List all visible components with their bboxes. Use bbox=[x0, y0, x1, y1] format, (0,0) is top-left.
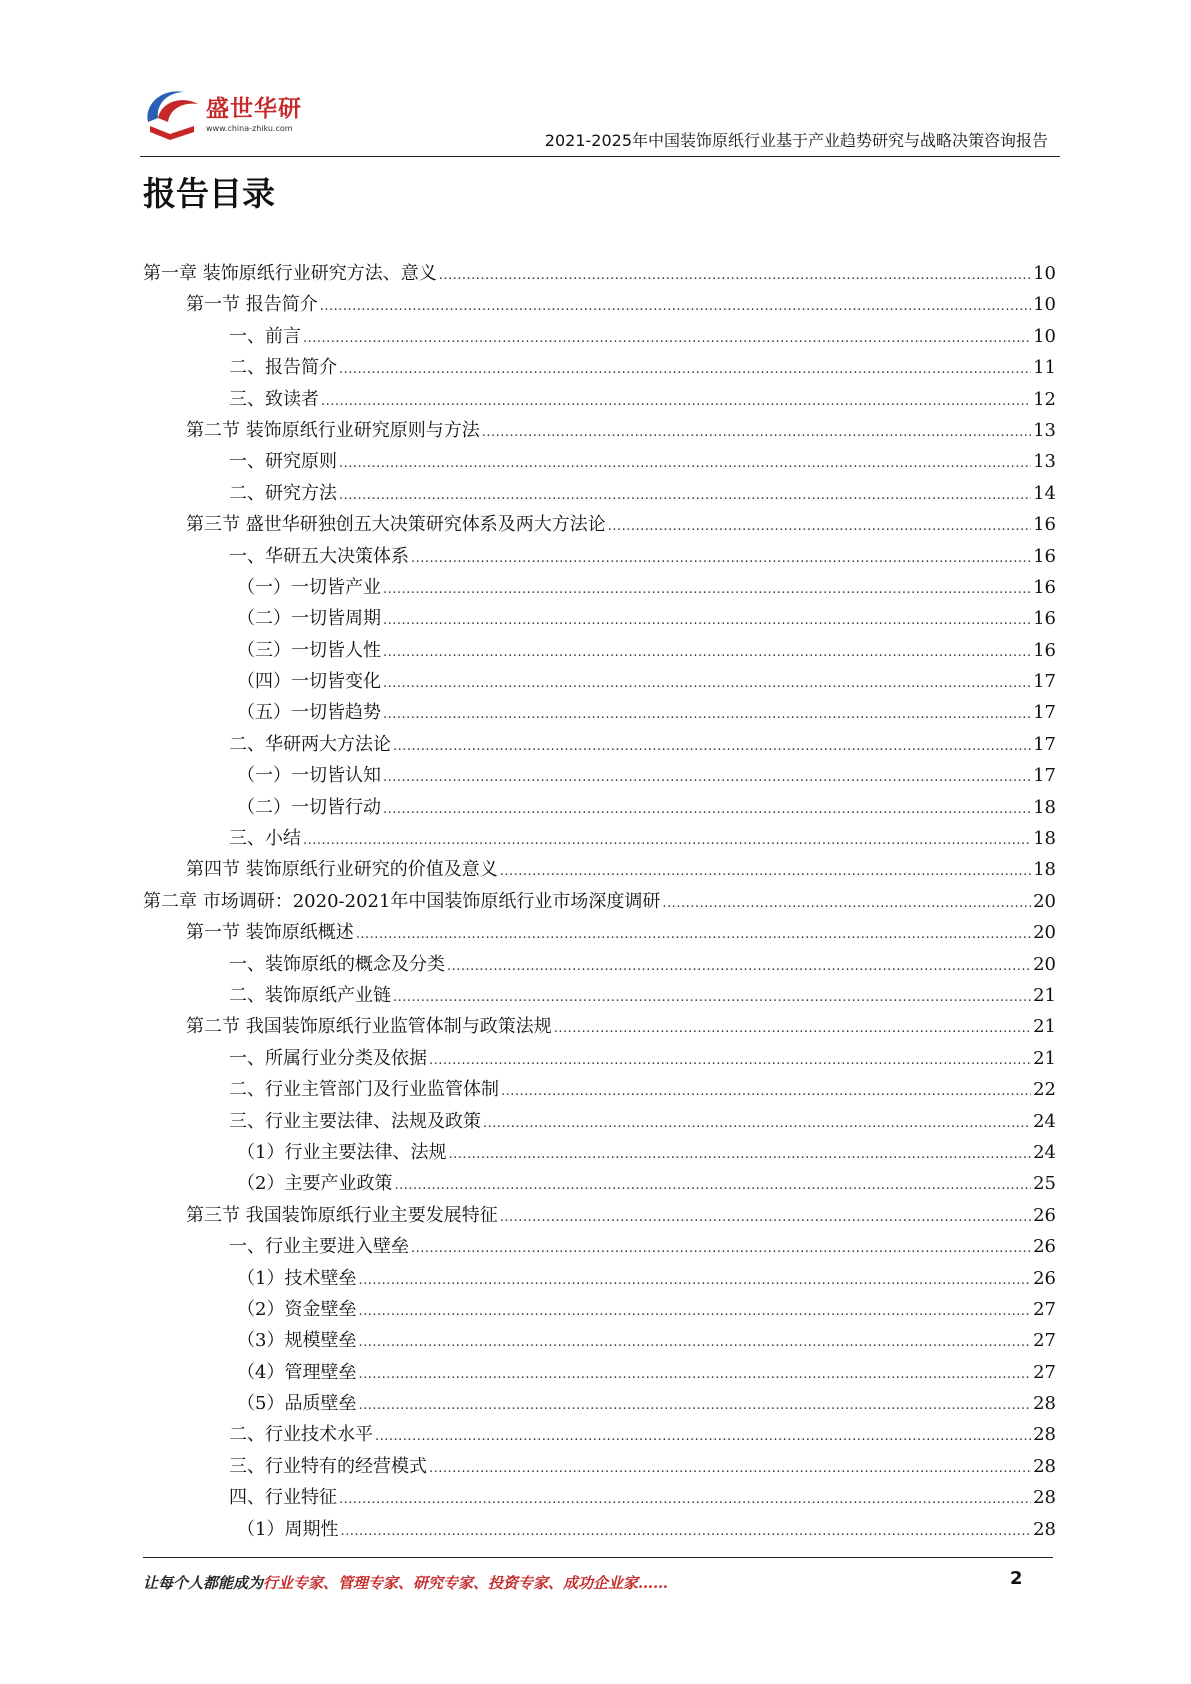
toc-entry[interactable] bbox=[143, 1515, 1056, 1546]
toc-entry[interactable] bbox=[143, 855, 1056, 886]
toc-entry-label: 二、行业主管部门及行业监管体制 bbox=[229, 1079, 499, 1101]
toc-entry-label: （一）一切皆产业 bbox=[237, 576, 381, 598]
toc-entry[interactable] bbox=[143, 1201, 1056, 1232]
logo-swoosh-icon bbox=[140, 82, 204, 144]
toc-entry[interactable] bbox=[143, 824, 1056, 855]
toc-entry-label: （2）资金壁垒 bbox=[237, 1298, 357, 1320]
toc-leader-dots bbox=[339, 1487, 1031, 1508]
toc-entry-page: 10 bbox=[1033, 263, 1056, 284]
toc-leader-dots bbox=[358, 1268, 1031, 1289]
toc-entry[interactable] bbox=[143, 322, 1056, 353]
toc-leader-dots bbox=[375, 1424, 1031, 1445]
toc-entry-page: 10 bbox=[1033, 294, 1056, 316]
toc-leader-dots bbox=[303, 828, 1031, 849]
logo-url: www.china-zhiku.com bbox=[206, 124, 293, 133]
toc-entry[interactable] bbox=[143, 479, 1056, 510]
toc-leader-dots bbox=[482, 420, 1031, 441]
toc-leader-dots bbox=[358, 1393, 1031, 1414]
toc-leader-dots bbox=[383, 765, 1031, 786]
toc-entry-label: （1）行业主要法律、法规 bbox=[237, 1141, 447, 1163]
toc-entry-label: （5）品质壁垒 bbox=[237, 1393, 357, 1415]
toc-entry-page: 26 bbox=[1033, 1236, 1056, 1258]
toc-entry-page: 16 bbox=[1033, 545, 1056, 567]
company-logo bbox=[140, 82, 310, 144]
toc-entry[interactable] bbox=[143, 1452, 1056, 1483]
toc-leader-dots bbox=[358, 1330, 1031, 1351]
toc-entry-page: 10 bbox=[1033, 325, 1056, 347]
toc-entry-label: 第二节 装饰原纸行业研究原则与方法 bbox=[186, 419, 480, 441]
toc-entry[interactable] bbox=[143, 542, 1056, 573]
toc-entry-page: 18 bbox=[1033, 828, 1056, 850]
toc-entry-label: 第一节 报告简介 bbox=[186, 294, 318, 316]
toc-entry-label: 二、华研两大方法论 bbox=[229, 733, 391, 755]
toc-leader-dots bbox=[500, 1205, 1031, 1226]
toc-leader-dots bbox=[448, 1142, 1031, 1163]
toc-entry-label: 四、行业特征 bbox=[229, 1487, 337, 1509]
toc-entry-label: 二、装饰原纸产业链 bbox=[229, 984, 391, 1006]
toc-entry-label: 三、致读者 bbox=[229, 388, 319, 410]
toc-entry-page: 12 bbox=[1033, 388, 1056, 410]
toc-entry-page: 18 bbox=[1033, 796, 1056, 818]
toc-leader-dots bbox=[339, 451, 1031, 472]
toc-entry[interactable] bbox=[143, 981, 1056, 1012]
toc-entry[interactable] bbox=[143, 385, 1056, 416]
toc-entry-page: 27 bbox=[1033, 1330, 1056, 1352]
toc-entry-page: 28 bbox=[1033, 1424, 1056, 1446]
toc-leader-dots bbox=[483, 1111, 1031, 1132]
toc-entry-label: （五）一切皆趋势 bbox=[237, 702, 381, 724]
toc-entry-page: 18 bbox=[1033, 859, 1056, 881]
toc-entry-label: 三、行业主要法律、法规及政策 bbox=[229, 1110, 481, 1132]
toc-entry[interactable] bbox=[143, 918, 1056, 949]
toc-entry[interactable] bbox=[143, 1295, 1056, 1326]
toc-entry[interactable] bbox=[143, 353, 1056, 384]
toc-entry-page: 27 bbox=[1033, 1298, 1056, 1320]
toc-entry[interactable] bbox=[143, 1169, 1056, 1200]
toc-leader-dots bbox=[339, 483, 1031, 504]
toc-entry-label: 第三节 我国装饰原纸行业主要发展特征 bbox=[186, 1204, 498, 1226]
toc-entry-label: 一、装饰原纸的概念及分类 bbox=[229, 953, 445, 975]
toc-entry[interactable] bbox=[143, 698, 1056, 729]
toc-entry[interactable] bbox=[143, 604, 1056, 635]
toc-entry-page: 14 bbox=[1033, 482, 1056, 504]
toc-leader-dots bbox=[383, 608, 1031, 629]
toc-leader-dots bbox=[383, 640, 1031, 661]
toc-leader-dots bbox=[356, 922, 1031, 943]
toc-entry[interactable] bbox=[143, 730, 1056, 761]
header-divider bbox=[140, 156, 1060, 157]
toc-leader-dots bbox=[500, 859, 1031, 880]
toc-leader-dots bbox=[501, 1079, 1031, 1100]
toc-entry-page: 26 bbox=[1033, 1267, 1056, 1289]
toc-entry-page: 11 bbox=[1033, 357, 1056, 379]
toc-entry-page: 28 bbox=[1033, 1518, 1056, 1540]
toc-leader-dots bbox=[447, 954, 1031, 975]
toc-entry-label: 三、行业特有的经营模式 bbox=[229, 1455, 427, 1477]
toc-entry-label: （2）主要产业政策 bbox=[237, 1173, 393, 1195]
toc-leader-dots bbox=[383, 671, 1031, 692]
toc-entry-page: 16 bbox=[1033, 608, 1056, 630]
toc-entry[interactable] bbox=[143, 1075, 1056, 1106]
toc-entry[interactable] bbox=[143, 1483, 1056, 1514]
toc-entry-page: 27 bbox=[1033, 1361, 1056, 1383]
toc-leader-dots bbox=[429, 1456, 1031, 1477]
toc-entry[interactable] bbox=[143, 1326, 1056, 1357]
toc-leader-dots bbox=[411, 546, 1031, 567]
toc-entry[interactable] bbox=[143, 1138, 1056, 1169]
toc-entry-label: 第三节 盛世华研独创五大决策研究体系及两大方法论 bbox=[186, 514, 606, 536]
toc-entry[interactable] bbox=[143, 793, 1056, 824]
toc-entry[interactable] bbox=[143, 1264, 1056, 1295]
toc-entry-page: 16 bbox=[1033, 639, 1056, 661]
toc-leader-dots bbox=[321, 389, 1031, 410]
page-header bbox=[140, 78, 1060, 158]
toc-entry[interactable] bbox=[143, 510, 1056, 541]
toc-entry-page: 21 bbox=[1033, 1047, 1056, 1069]
toc-entry-page: 13 bbox=[1033, 419, 1056, 441]
toc-entry-label: 第四节 装饰原纸行业研究的价值及意义 bbox=[186, 859, 498, 881]
toc-leader-dots bbox=[554, 1016, 1031, 1037]
toc-entry[interactable] bbox=[143, 636, 1056, 667]
toc-entry-page: 17 bbox=[1033, 733, 1056, 755]
toc-entry-page: 16 bbox=[1033, 576, 1056, 598]
toc-leader-dots bbox=[358, 1299, 1031, 1320]
toc-entry-page: 28 bbox=[1033, 1455, 1056, 1477]
toc-entry-label: （四）一切皆变化 bbox=[237, 671, 381, 693]
toc-entry-label: 二、报告简介 bbox=[229, 357, 337, 379]
toc-entry-label: 一、研究原则 bbox=[229, 451, 337, 473]
toc-entry[interactable] bbox=[143, 1107, 1056, 1138]
toc-leader-dots bbox=[339, 357, 1031, 378]
toc-leader-dots bbox=[608, 514, 1031, 535]
table-of-contents bbox=[143, 259, 1056, 1546]
toc-entry-page: 17 bbox=[1033, 702, 1056, 724]
toc-entry[interactable] bbox=[143, 1232, 1056, 1263]
toc-entry-label: （4）管理壁垒 bbox=[237, 1361, 357, 1383]
toc-entry[interactable] bbox=[143, 290, 1056, 321]
toc-entry[interactable] bbox=[143, 573, 1056, 604]
toc-entry-page: 24 bbox=[1033, 1141, 1056, 1163]
toc-entry[interactable] bbox=[143, 1012, 1056, 1043]
toc-leader-dots bbox=[662, 891, 1031, 912]
toc-entry-page: 16 bbox=[1033, 514, 1056, 536]
toc-entry[interactable] bbox=[143, 259, 1056, 290]
toc-entry-label: 一、华研五大决策体系 bbox=[229, 545, 409, 567]
toc-entry-page: 25 bbox=[1033, 1173, 1056, 1195]
toc-leader-dots bbox=[439, 263, 1031, 284]
toc-entry-label: （三）一切皆人性 bbox=[237, 639, 381, 661]
toc-entry-page: 21 bbox=[1033, 1016, 1056, 1038]
toc-leader-dots bbox=[394, 1173, 1031, 1194]
toc-entry-page: 26 bbox=[1033, 1204, 1056, 1226]
toc-leader-dots bbox=[411, 1236, 1031, 1257]
page-number: 2 bbox=[1010, 1568, 1023, 1589]
toc-leader-dots bbox=[393, 985, 1031, 1006]
toc-entry-label: （二）一切皆行动 bbox=[237, 796, 381, 818]
footer-slogan bbox=[143, 1572, 668, 1593]
toc-entry-label: 第二章 市场调研：2020-2021年中国装饰原纸行业市场深度调研 bbox=[143, 890, 661, 912]
toc-leader-dots bbox=[383, 797, 1031, 818]
toc-entry-label: （1）技术壁垒 bbox=[237, 1267, 357, 1289]
toc-entry[interactable] bbox=[143, 447, 1056, 478]
toc-entry-label: 三、小结 bbox=[229, 828, 301, 850]
toc-leader-dots bbox=[383, 577, 1031, 598]
toc-entry[interactable] bbox=[143, 1420, 1056, 1451]
page-heading: 报告目录 bbox=[143, 174, 275, 213]
toc-leader-dots bbox=[383, 702, 1031, 723]
footer-divider bbox=[143, 1557, 1053, 1558]
toc-entry[interactable] bbox=[143, 1358, 1056, 1389]
toc-entry[interactable] bbox=[143, 761, 1056, 792]
toc-entry-label: 第一节 装饰原纸概述 bbox=[186, 922, 354, 944]
toc-entry-page: 17 bbox=[1033, 671, 1056, 693]
toc-entry-page: 20 bbox=[1033, 890, 1056, 912]
toc-entry-label: （一）一切皆认知 bbox=[237, 765, 381, 787]
toc-entry-label: 二、研究方法 bbox=[229, 482, 337, 504]
toc-entry-page: 13 bbox=[1033, 451, 1056, 473]
slogan-highlight: 行业专家、管理专家、研究专家、投资专家、成功企业家…… bbox=[263, 1574, 669, 1592]
toc-entry-page: 28 bbox=[1033, 1393, 1056, 1415]
toc-entry-label: 第二节 我国装饰原纸行业监管体制与政策法规 bbox=[186, 1016, 552, 1038]
toc-leader-dots bbox=[340, 1519, 1031, 1540]
toc-leader-dots bbox=[320, 294, 1031, 315]
toc-entry[interactable] bbox=[143, 1044, 1056, 1075]
toc-entry-page: 28 bbox=[1033, 1487, 1056, 1509]
toc-entry-page: 20 bbox=[1033, 953, 1056, 975]
toc-entry[interactable] bbox=[143, 887, 1056, 918]
toc-leader-dots bbox=[429, 1048, 1031, 1069]
toc-entry-page: 17 bbox=[1033, 765, 1056, 787]
report-title: 2021-2025年中国装饰原纸行业基于产业趋势研究与战略决策咨询报告 bbox=[544, 131, 1048, 150]
toc-leader-dots bbox=[303, 326, 1031, 347]
toc-entry[interactable] bbox=[143, 667, 1056, 698]
toc-entry[interactable] bbox=[143, 1389, 1056, 1420]
toc-entry-label: （1）周期性 bbox=[237, 1518, 339, 1540]
toc-entry-label: （二）一切皆周期 bbox=[237, 608, 381, 630]
toc-entry-page: 24 bbox=[1033, 1110, 1056, 1132]
toc-leader-dots bbox=[393, 734, 1031, 755]
logo-text: 盛世华研 bbox=[206, 96, 302, 122]
toc-entry-page: 22 bbox=[1033, 1079, 1056, 1101]
toc-entry-label: 第一章 装饰原纸行业研究方法、意义 bbox=[143, 263, 437, 284]
toc-entry-label: 一、前言 bbox=[229, 325, 301, 347]
toc-leader-dots bbox=[358, 1362, 1031, 1383]
toc-entry-label: （3）规模壁垒 bbox=[237, 1330, 357, 1352]
toc-entry-label: 一、所属行业分类及依据 bbox=[229, 1047, 427, 1069]
toc-entry[interactable] bbox=[143, 950, 1056, 981]
slogan-prefix: 让每个人都能成为 bbox=[143, 1574, 264, 1592]
toc-entry-page: 20 bbox=[1033, 922, 1056, 944]
toc-entry-page: 21 bbox=[1033, 984, 1056, 1006]
toc-entry[interactable] bbox=[143, 416, 1056, 447]
toc-entry-label: 一、行业主要进入壁垒 bbox=[229, 1236, 409, 1258]
toc-entry-label: 二、行业技术水平 bbox=[229, 1424, 373, 1446]
